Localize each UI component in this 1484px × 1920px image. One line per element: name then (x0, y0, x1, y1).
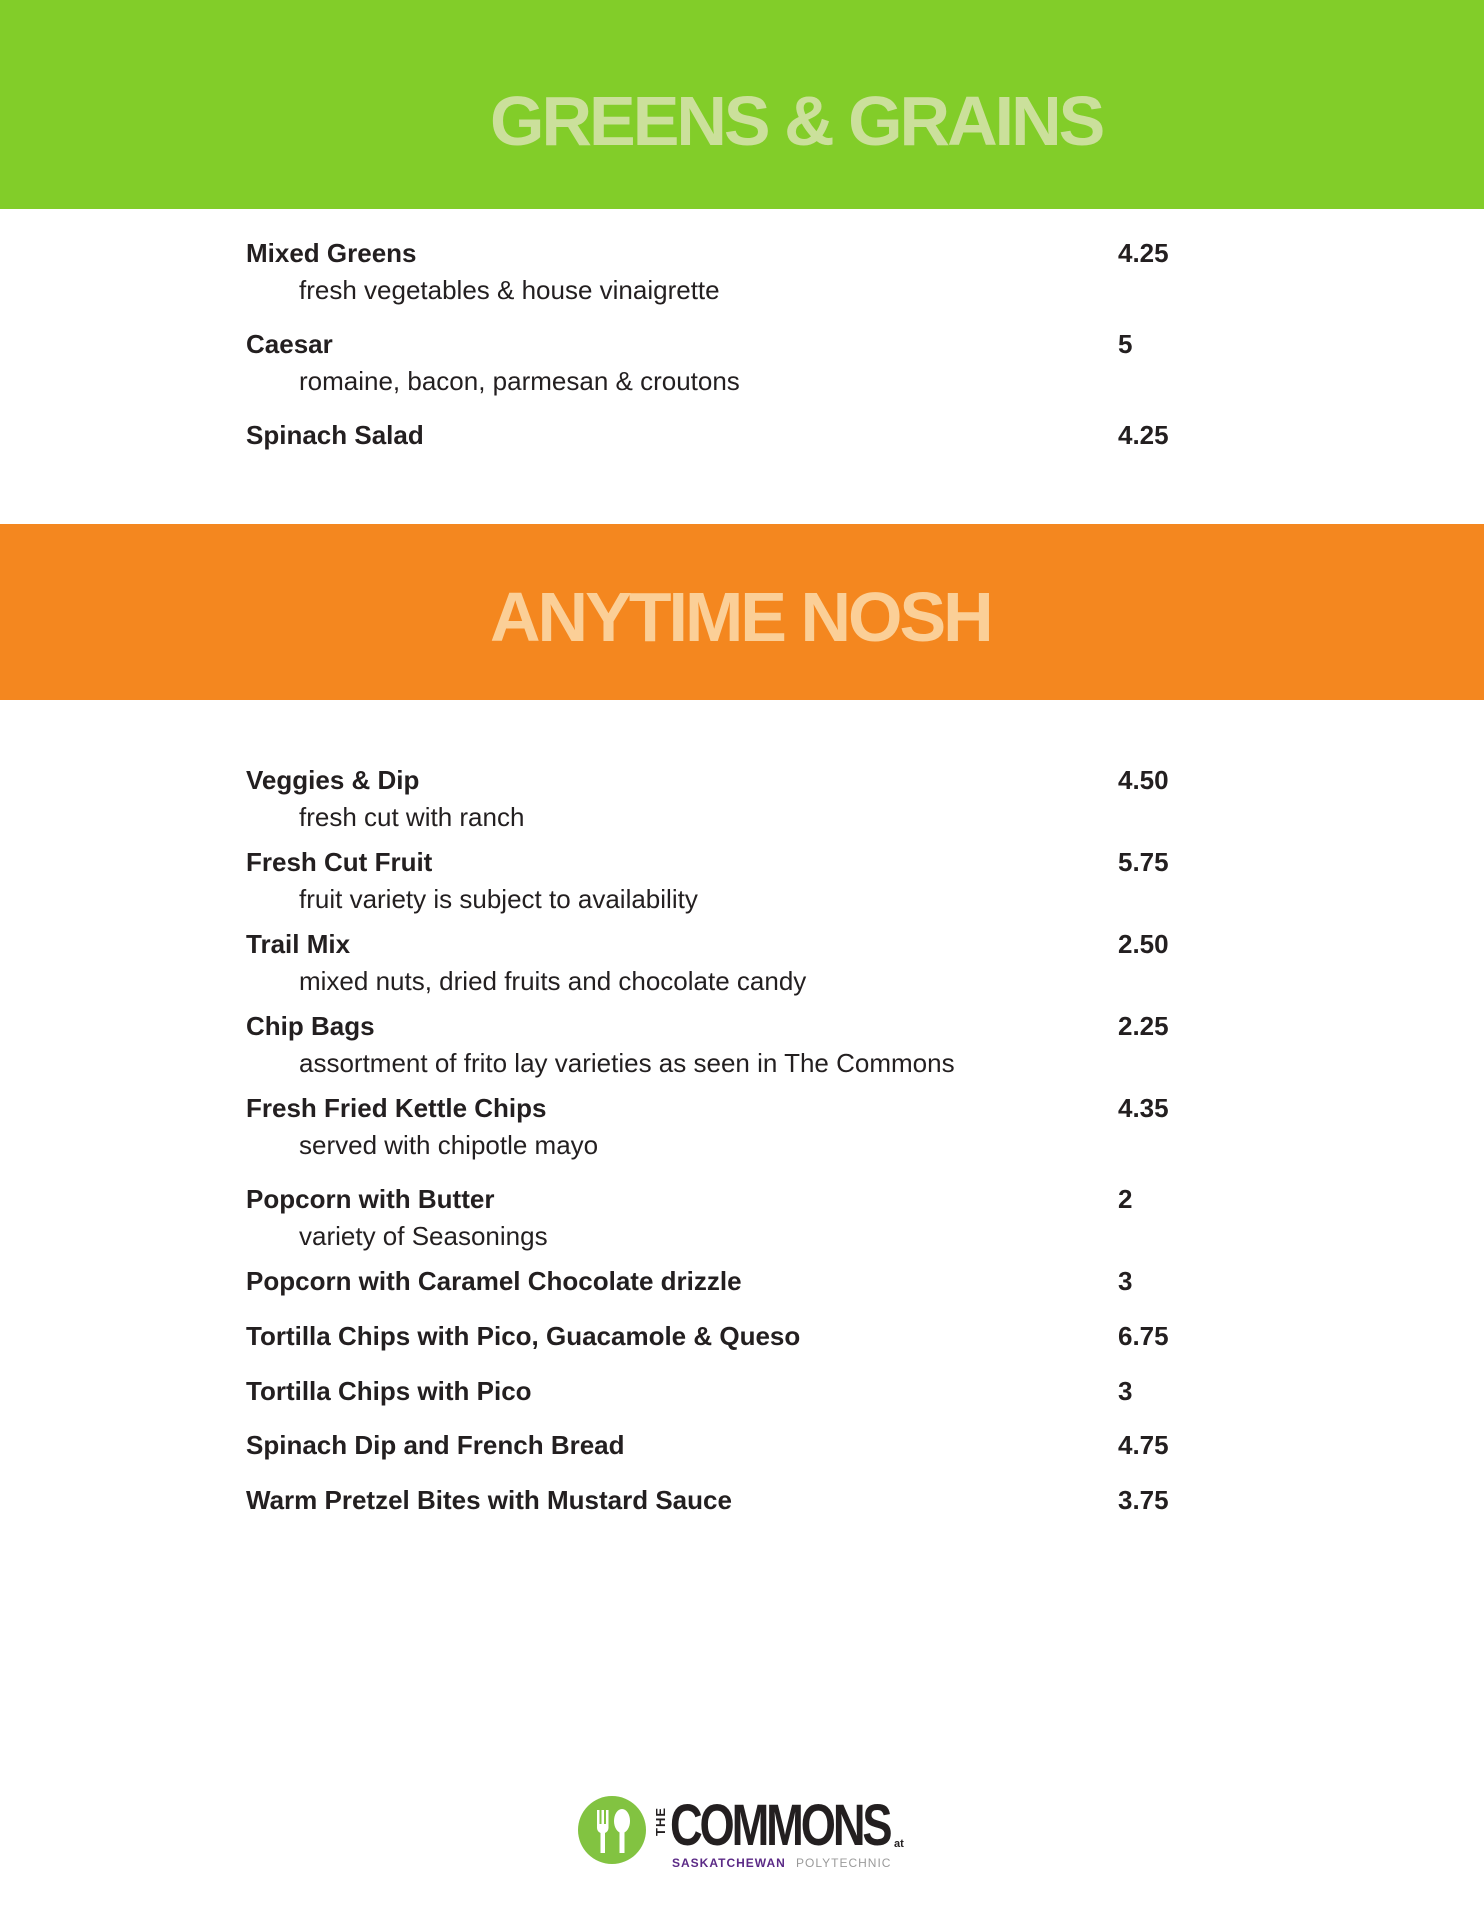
menu-item-price: 2.25 (1118, 1011, 1169, 1041)
menu-item-name: Spinach Dip and French Bread (246, 1430, 625, 1460)
menu-item-price: 4.75 (1118, 1430, 1169, 1460)
menu-item-description: served with chipotle mayo (299, 1130, 599, 1160)
anytime-nosh-header (0, 524, 1484, 700)
greens-grains-title: GREENS & GRAINS (490, 82, 1103, 160)
menu-item-price: 4.25 (1118, 420, 1169, 450)
menu-item-price: 5.75 (1118, 847, 1169, 877)
anytime-nosh-title: ANYTIME NOSH (490, 578, 991, 656)
menu-item-price: 4.35 (1118, 1093, 1169, 1123)
menu-item-name: Trail Mix (246, 929, 351, 959)
menu-item-name: Mixed Greens (246, 238, 417, 268)
menu-item-price: 3 (1118, 1266, 1133, 1296)
menu-item-description: assortment of frito lay varieties as seen in The Commons (299, 1048, 955, 1078)
menu-item-price: 4.25 (1118, 238, 1169, 268)
logo-brand-text: COMMONS (670, 1793, 890, 1858)
menu-item-price: 3 (1118, 1376, 1133, 1406)
menu-item-name: Popcorn with Caramel Chocolate drizzle (246, 1266, 742, 1296)
menu-item-price: 3.75 (1118, 1485, 1169, 1515)
menu-item-description: mixed nuts, dried fruits and chocolate candy (299, 966, 807, 996)
menu-item-description: fresh cut with ranch (299, 802, 525, 832)
menu-item-price: 2.50 (1118, 929, 1169, 959)
menu-item-name: Warm Pretzel Bites with Mustard Sauce (246, 1485, 732, 1515)
greens-grains-header (0, 0, 1484, 209)
menu-item-name: Caesar (246, 329, 333, 359)
menu-item-name: Fresh Cut Fruit (246, 847, 433, 877)
menu-item-name: Fresh Fried Kettle Chips (246, 1093, 547, 1123)
menu-item-price: 2 (1118, 1184, 1133, 1214)
menu-item-name: Tortilla Chips with Pico, Guacamole & Queso (246, 1321, 801, 1351)
fork-spoon-icon (578, 1796, 646, 1864)
menu-item-description: fresh vegetables & house vinaigrette (299, 275, 720, 305)
menu-item-price: 4.50 (1118, 765, 1169, 795)
logo-the-text: THE (653, 1807, 668, 1836)
logo-school-bold: SASKATCHEWAN (672, 1856, 786, 1870)
menu-item-description: romaine, bacon, parmesan & croutons (299, 366, 740, 396)
menu-item-name: Popcorn with Butter (246, 1184, 495, 1214)
menu-item-price: 6.75 (1118, 1321, 1169, 1351)
logo-school-light: POLYTECHNIC (796, 1856, 892, 1870)
the-commons-logo (578, 1793, 908, 1876)
menu-item-name: Spinach Salad (246, 420, 424, 450)
logo-at-text: at (894, 1838, 904, 1850)
menu-item-description: fruit variety is subject to availability (299, 884, 698, 914)
menu-item-price: 5 (1118, 329, 1133, 359)
menu-item-description: variety of Seasonings (299, 1221, 548, 1251)
menu-item-name: Chip Bags (246, 1011, 375, 1041)
menu-item-name: Tortilla Chips with Pico (246, 1376, 532, 1406)
menu-item-name: Veggies & Dip (246, 765, 420, 795)
